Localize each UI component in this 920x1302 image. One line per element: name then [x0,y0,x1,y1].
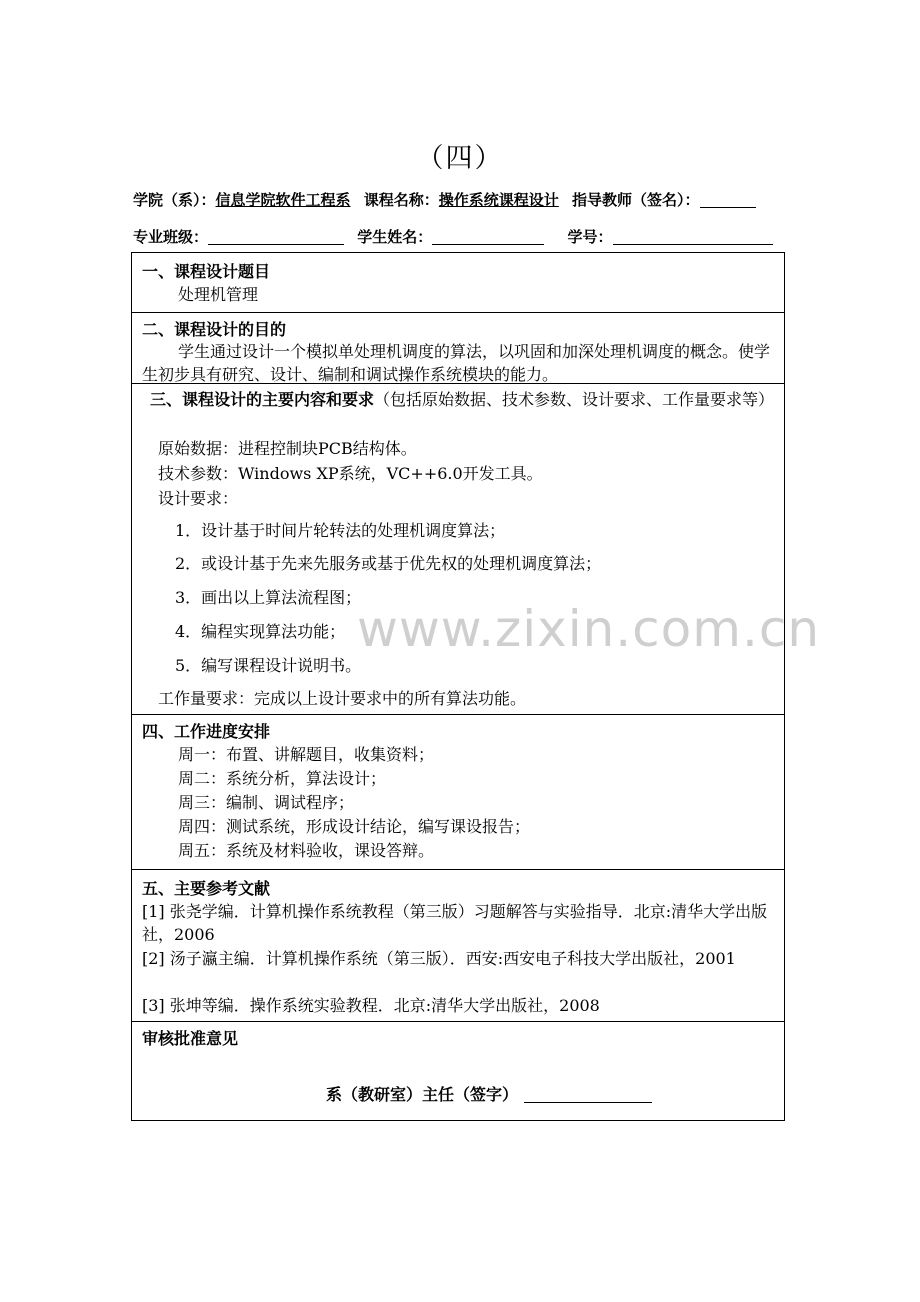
section-purpose [132,313,784,384]
list-item: 3．画出以上算法流程图； [175,588,362,607]
list-item: 2．或设计基于先来先服务或基于优先权的处理机调度算法； [175,554,602,573]
section-heading: 五、主要参考文献 [142,879,271,898]
reference-item: [1] 张尧学编．计算机操作系统教程（第三版）习题解答与实验指导．北京:清华大学出版社，2006 [142,902,768,944]
class-blank[interactable] [208,230,344,245]
id-label: 学号： [567,228,613,246]
course-label: 课程名称： [363,191,439,209]
list-item: 1．设计基于时间片轮转法的处理机调度算法； [175,521,506,540]
section-topic [132,253,784,313]
purpose-text: 学生通过设计一个模拟单处理机调度的算法，以巩固和加深处理机调度的概念。使学生初步具有研究、设计、编制和调试操作系统模块的能力。 [142,342,771,384]
class-label: 专业班级： [133,228,209,246]
section-schedule [132,715,784,870]
section-heading: 四、工作进度安排 [142,722,271,741]
page-title: （四） [416,143,504,174]
director-signature [326,1082,652,1105]
reference-item: [3] 张坤等编．操作系统实验教程．北京:清华大学出版社，2008 [142,996,600,1015]
section-heading: 一、课程设计题目 [142,262,271,281]
header-row-1 [133,189,756,210]
raw-data: 原始数据：进程控制块PCB结构体。 [158,439,417,458]
college-value: 信息学院软件工程系 [215,191,351,209]
section-heading: 审核批准意见 [142,1029,239,1048]
sign-label: 系（教研室）主任（签字） [326,1085,519,1104]
content-heading-block [150,388,780,411]
section-approval [132,1022,784,1120]
schedule-item: 周四：测试系统，形成设计结论，编写课设报告； [178,817,531,836]
name-label: 学生姓名： [357,228,433,246]
id-blank[interactable] [613,230,773,245]
design-req-label: 设计要求： [158,489,239,508]
course-value: 操作系统课程设计 [438,191,559,209]
schedule-item: 周三：编制、调试程序； [178,793,355,812]
director-signature-blank[interactable] [524,1088,652,1103]
course-design-table [131,252,785,1121]
header-row-2 [133,226,773,247]
section-heading: 三、课程设计的主要内容和要求 [150,390,375,409]
schedule-item: 周一：布置、讲解题目，收集资料； [178,745,435,764]
section-content [132,384,784,715]
schedule-item: 周五：系统及材料验收，课设答辩。 [178,841,435,860]
teacher-label: 指导教师（签名）： [572,191,700,209]
heading-note: （包括原始数据、技术参数、设计要求、工作量要求等） [374,390,775,409]
section-heading: 二、课程设计的目的 [142,320,287,339]
section-references [132,870,784,1022]
list-item: 4．编程实现算法功能； [175,622,346,641]
name-blank[interactable] [432,230,544,245]
tech-params: 技术参数：Windows XP系统，VC++6.0开发工具。 [158,464,543,483]
reference-item: [2] 汤子瀛主编．计算机操作系统（第三版）．西安:西安电子科技大学出版社，2001 [142,949,736,968]
watermark: www.zixin.com.cn [357,600,821,658]
list-item: 5．编写课程设计说明书。 [175,656,362,675]
teacher-signature-blank[interactable] [700,193,756,208]
college-label: 学院（系）： [133,191,216,209]
topic-text: 处理机管理 [178,285,259,304]
schedule-item: 周二：系统分析，算法设计； [178,769,387,788]
workload: 工作量要求：完成以上设计要求中的所有算法功能。 [158,689,527,708]
